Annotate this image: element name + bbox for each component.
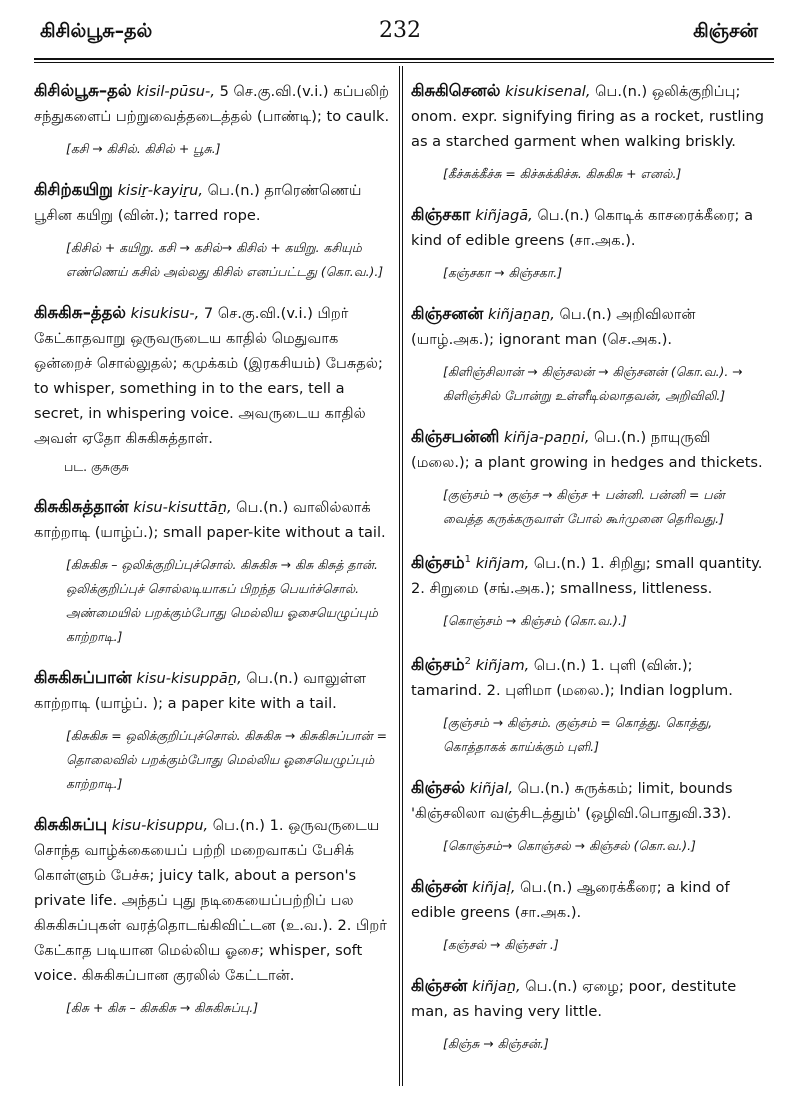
transliteration: kisu-kisuppāṉ, <box>136 670 242 687</box>
dictionary-entry <box>34 812 390 988</box>
transliteration: kiñjaṉ, <box>472 977 521 995</box>
etymology: [குஞ்சம் → கிஞ்சம். குஞ்சம் = கொத்து. கொத்து, கொத்தாகக் காய்க்கும் புளி.] <box>443 714 713 754</box>
transliteration: kiñja-paṉṉi, <box>504 429 590 446</box>
guide-word-right: கிஞ்சன் <box>693 20 758 42</box>
etymology: [கஞ்சகா → கிஞ்சகா.] <box>443 265 563 280</box>
transliteration: kiñjam, <box>475 656 530 674</box>
cognate-note: பட. குசுகுசு <box>64 459 130 474</box>
transliteration: kiñjaṉaṉ, <box>488 306 555 323</box>
headword: கிஞ்சல் <box>411 777 466 797</box>
etymology: [கிளிஞ்சிலான் → கிஞ்சலன் → கிஞ்சனன் (கொ.வ.). → கிளிஞ்சில் போன்று உள்ளீடில்லாதவன், அறிவிலி.] <box>443 364 743 403</box>
etymology: [கீச்சுக்கீச்சு = கிச்சுக்கிச்சு. கிசுகிசு + எனல்.] <box>443 166 682 181</box>
homonym-number: 1 <box>464 554 472 565</box>
definition: பெ.(n.) 1. சிறிது; small quantity. 2. சிறுமை (சங்.அக.); smallness, littleness. <box>411 554 763 597</box>
dictionary-entry <box>411 547 767 601</box>
definition: 7 செ.கு.வி.(v.i.) பிறர் கேட்காதவாறு ஒருவருடைய காதில் மெதுவாக ஒன்றைச் சொல்லுதல்; கமுக்கம் (இரகசியம்) பேசுதல்; to whisper, something in to the ears, tell a secret, in whispering voice. அவருடைய காதில் அவள் ஏதோ கிசுகிசுத்தாள். <box>34 305 383 447</box>
dictionary-entry <box>34 665 390 716</box>
definition: பெ.(n.) நாயுருவி (மலை.); a plant growing in hedges and thickets. <box>411 429 763 471</box>
dictionary-entry <box>411 301 767 352</box>
definition: பெ.(n.) ஆரைக்கீரை; a kind of edible greens (சா.அக.). <box>411 878 730 921</box>
headword: கிஞ்சம் <box>411 552 465 572</box>
etymology: [கிசுகிசு – ஒலிக்குறிப்புச்சொல். கிசுகிசு → கிசு கிசுத் தான். ஒலிக்குறிப்புச் சொல்லடியாகப் பிறந்த பெயர்ச்சொல். அண்மையில் பறக்கும்போது மெல்லிய ஓசையெழுப்பும் காற்றாடி.] <box>66 557 378 644</box>
headword: கிசுகிசுப்பு <box>34 815 108 834</box>
headword: கிஞ்சம் <box>411 654 465 674</box>
definition: பெ.(n.) வாலுள்ள காற்றாடி (யாழ்ப். ); a paper kite with a tail. <box>34 670 367 712</box>
transliteration: kiñjagā, <box>475 207 533 224</box>
headword: கிஞ்சனன் <box>411 304 484 323</box>
definition: பெ.(n.) ஒலிக்குறிப்பு; onom. expr. signifying firing as a rocket, rustling as a starched garment when walking briskly. <box>411 83 765 150</box>
definition: பெ.(n.) சுருக்கம்; limit, bounds 'கிஞ்சலிலா வஞ்சிடத்தும்' (ஒழிவி.பொதுவி.33). <box>411 779 733 822</box>
headword: கிசுகிசுப்பான் <box>34 668 132 687</box>
definition: பெ.(n.) ஏழை; poor, destitute man, as having very little. <box>411 977 737 1020</box>
column-divider <box>399 66 403 1086</box>
transliteration: kisu-kisuttāṉ, <box>133 499 232 516</box>
transliteration: kisu-kisuppu, <box>111 817 209 834</box>
etymology: [கொஞ்சம்→ கொஞ்சல் → கிஞ்சல் (கொ.வ.).] <box>443 837 696 853</box>
transliteration: kisukisenal, <box>505 83 591 100</box>
dictionary-entry <box>411 424 767 475</box>
definition: 5 செ.கு.வி.(v.i.) கப்பலிற் சந்துகளைப் பற்றுவைத்தடைத்தல் (பாண்டி); to caulk. <box>34 83 390 125</box>
dictionary-entry <box>411 78 767 154</box>
transliteration: kiñjam, <box>475 554 530 572</box>
page-number: 232 <box>379 18 421 43</box>
headword: கிசுகிசெனல் <box>411 81 501 100</box>
headword: கிஞ்சன் <box>411 975 468 995</box>
page-header <box>0 0 800 70</box>
dictionary-entry <box>34 78 390 129</box>
etymology: [கஞ்சல் → கிஞ்சள் .] <box>443 936 559 952</box>
dictionary-entry <box>411 775 767 826</box>
transliteration: kiñjaḷ, <box>472 878 516 896</box>
dictionary-entry <box>411 973 767 1024</box>
definition: பெ.(n.) வாலில்லாக் காற்றாடி (யாழ்ப்.); small paper-kite without a tail. <box>34 499 386 541</box>
headword: கிஞ்சகா <box>411 205 471 224</box>
headword: கிசிற்கயிறு <box>34 180 113 199</box>
definition: பெ.(n.) அறிவிலான் (யாழ்.அக.); ignorant man (செ.அக.). <box>411 306 696 348</box>
etymology: [கிஞ்சு → கிஞ்சன்.] <box>443 1035 549 1051</box>
guide-word-left: கிசில்பூசு–தல் <box>40 20 153 42</box>
headword: கிசுகிசுத்தான் <box>34 497 129 516</box>
transliteration: kisiṟ-kayiṟu, <box>117 182 204 199</box>
definition: பெ.(n.) 1. புளி (வின்.); tamarind. 2. புளிமா (மலை.); Indian logplum. <box>411 656 733 699</box>
etymology: [கிசு + கிசு – கிசுகிசு → கிசுகிசுப்பு.] <box>66 1000 259 1015</box>
header-rule <box>34 58 774 63</box>
etymology: [கிசில் + கயிறு. கசி → கசில்→ கிசில் + கயிறு. கசியும் எண்ணெய் கசில் அல்லது கிசில் எனப்பட்டது (கொ.வ.).] <box>66 240 384 279</box>
headword: கிஞ்சன் <box>411 876 468 896</box>
dictionary-entry <box>34 494 390 545</box>
left-column <box>34 78 390 1036</box>
transliteration: kisukisu-, <box>130 305 200 322</box>
dictionary-entry <box>411 649 767 703</box>
headword: கிஞ்சபன்னி <box>411 427 500 446</box>
transliteration: kiñjal, <box>469 779 514 797</box>
etymology: [குஞ்சம் → குஞ்ச → கிஞ்ச + பன்னி. பன்னி = பன் வைத்த கருக்கருவாள் போல் கூர்முனை தெரிவது.] <box>443 487 725 526</box>
etymology: [கொஞ்சம் → கிஞ்சம் (கொ.வ.).] <box>443 612 627 628</box>
dictionary-entry <box>411 202 767 253</box>
transliteration: kisil-pūsu-, <box>136 83 215 100</box>
etymology: [கிசுகிசு = ஒலிக்குறிப்புச்சொல். கிசுகிசு → கிசுகிசுப்பான் = தொலைவில் பறக்கும்போது மெல்லிய ஓசையெழுப்பும் காற்றாடி.] <box>66 728 387 791</box>
headword: கிசுகிசு–த்தல் <box>34 303 127 322</box>
right-column <box>411 78 767 1072</box>
etymology: [கசி → கிசில். கிசில் + பூசு.] <box>66 141 221 156</box>
definition: பெ.(n.) தாரெண்ணெய் பூசின கயிறு (வின்.); tarred rope. <box>34 182 362 224</box>
dictionary-entry <box>411 874 767 925</box>
definition: பெ.(n.) கொடிக் காசரைக்கீரை; a kind of edible greens (சா.அக.). <box>411 207 754 249</box>
dictionary-entry <box>34 177 390 228</box>
definition: பெ.(n.) 1. ஒருவருடைய சொந்த வாழ்க்கையைப் பற்றி மறைவாகப் பேசிக் கொள்ளும் பேச்சு; juicy talk, about a person's private life. அந்தப் புது நடிகையைப்பற்றிப் பல கிசுகிசுப்புகள் வரத்தொடங்கிவிட்டன (உ.வ.). 2. பிறர் கேட்காத படியான மெல்லிய ஓசை; whisper, soft voice. கிசுகிசுப்பான குரலில் கேட்டான். <box>34 817 387 984</box>
dictionary-entry <box>34 300 390 451</box>
homonym-number: 2 <box>464 655 472 667</box>
headword: கிசில்பூசு–தல் <box>34 81 132 100</box>
